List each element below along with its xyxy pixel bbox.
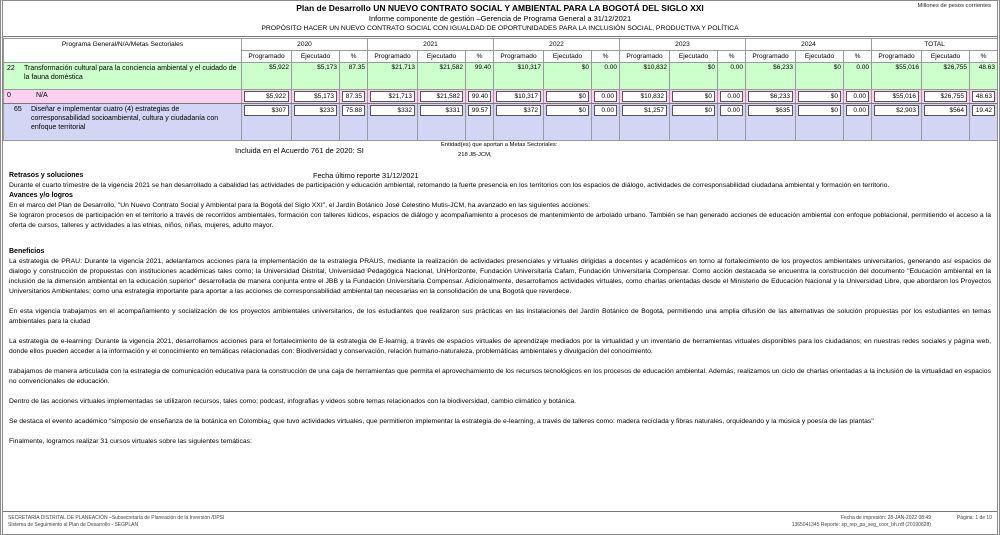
programa-label-cell — [4, 104, 242, 141]
fecha-ultimo-reporte: Fecha último reporte 31/12/2021 — [313, 171, 419, 180]
subheader-ejecutado: Ejecutado — [418, 51, 466, 63]
subheader-ejecutado: Ejecutado — [922, 51, 970, 63]
subheader-ejecutado: Ejecutado — [796, 51, 844, 63]
cell-value: $0 — [544, 63, 592, 90]
footer-report-id: 1365041345 Reporte: sp_rep_pa_seg_coor_bh.rdf (20190628) — [791, 522, 931, 528]
year-header-2021: 2021 — [368, 39, 494, 51]
cell-value: 0.00 — [718, 90, 746, 104]
programa-label-cell — [4, 90, 242, 104]
report-subtitle: Informe componente de gestión –Gerencia de Programa General a 31/12/2021 — [368, 14, 632, 23]
table-row-na — [4, 90, 998, 104]
cell-value: $635 — [746, 104, 796, 141]
cell-value: $5,922 — [242, 90, 292, 104]
cell-value: $10,832 — [620, 90, 670, 104]
report-body — [3, 171, 997, 459]
cell-value: $21,582 — [418, 90, 466, 104]
units-note: Millones de pesos corrientes — [917, 3, 991, 9]
cell-value: 0.00 — [844, 63, 872, 90]
beneficios-heading: Beneficios — [9, 248, 45, 255]
cell-value: 0.00 — [844, 104, 872, 141]
beneficios-paragraph-5: Dentro de las acciones virtuales implementadas se utilizaron recursos, tales como; podcast, infografias y videos sobre temas relacionados con la biodiversidad, cambio climático y botánica. — [9, 398, 577, 405]
cell-value: $0 — [544, 90, 592, 104]
table-row-meta-65 — [4, 104, 998, 141]
cell-value: $21,713 — [368, 63, 418, 90]
cell-value: $0 — [670, 90, 718, 104]
beneficios-paragraph-1: La estrategia de PRAU: Durante la vigencia 2021, adelantamos acciones para la implementación de la estrategia PRAUS, mediante la realización de actividades presenciales y virtuales dirigidas a docentes y académicos en torno al fortalecimiento de los proyectos ambientales universitarios, generando así espacios de dialogo y construcción de propuestas con instituciones académicas tales como; la Universidad Distrital, Universidad Pedagógica Nacional, UniHorizonte, Fundación Universitaria Cafam, Fundación Universitaria Compensar. Como acción destacada se encuentra la construcción del documento "Educación ambiental en la inclusión de la dimensión ambiental en la educación superior" desarrollada de manera conjunta entre el JBB y la Fundación Universitaria Compensar. Adicionalmente, desarrollamos actividades virtuales, como charlas orientadas desde el Ministerio de Educación Nacional y la Universidad Libre, que abordaron los Proyectos Universitarios Ambientales; como una estrategia importante para aportar a las acciones de corresponsabilidad ambiental tan necesarias en la consolidación de una Bogotá que reverdece. — [9, 258, 991, 295]
row-label: N/A — [36, 92, 48, 99]
footer-org-line: SECRETARÍA DISTRITAL DE PLANEACIÓN –Subsecretaría de Planeación de la Inversión /DPSI — [8, 515, 225, 521]
entidades-value: 218 JB-JCM, — [458, 152, 492, 158]
cell-value: $5,922 — [242, 63, 292, 90]
cell-value: $5,173 — [292, 63, 340, 90]
cell-value: $0 — [796, 104, 844, 141]
cell-value: 87.35 — [340, 90, 368, 104]
subheader-programado: Programado — [368, 51, 418, 63]
subheader-programado: Programado — [242, 51, 292, 63]
cell-value: 48.63 — [970, 63, 998, 90]
subheader-pct: % — [466, 51, 494, 63]
cell-value: 0.00 — [592, 90, 620, 104]
year-header-2023: 2023 — [620, 39, 746, 51]
cell-value: $372 — [494, 104, 544, 141]
programa-label-cell — [4, 63, 242, 90]
footer-system-line: Sistema de Seguimiento al Plan de Desarrollo - SEGPLAN — [8, 522, 139, 528]
footer-right — [792, 515, 992, 534]
cell-value: $332 — [368, 104, 418, 141]
beneficios-paragraph-2: En esta vigencia trabajamos en el acompañamiento y socialización de los proyectos ambientales universitarios, de los estudiantes que realizaron sus prácticas en las instalaciones del Jardín Botánico de Bogotá, permitiendo una amplia difusión de las alternativas de solución propuestas por los estudiantes en temas ambientales para la ciudad — [9, 308, 991, 325]
cell-value: $233 — [292, 104, 340, 141]
report-title: Plan de Desarrollo UN NUEVO CONTRATO SOCIAL Y AMBIENTAL PARA LA BOGOTÁ DEL SIGLO XXI — [296, 3, 704, 13]
footer-print-block — [792, 515, 931, 534]
year-header-2024: 2024 — [746, 39, 872, 51]
avances-paragraph-1: En el marco del Plan de Desarrollo, "Un Nuevo Contrato Social y Ambiental para la Bogotá del Siglo XXI", el Jardín Botánico José Celestino Mutis-JCM, ha avanzado en las siguientes acciones: — [9, 202, 590, 209]
report-proposito: PROPÓSITO HACER UN NUEVO CONTRATO SOCIAL CON IGUALDAD DE OPORTUNIDADES PARA LA INCLUSIÓN SOCIAL, PRODUCTIVA Y POLÍTICA — [261, 25, 739, 32]
row-label: Transformación cultural para la conciencia ambiental y el cuidado de la fauna doméstica — [24, 65, 237, 81]
cell-value: 99.40 — [466, 63, 494, 90]
cell-value: 0.00 — [592, 63, 620, 90]
cell-value: $55,016 — [872, 90, 922, 104]
subheader-programado: Programado — [620, 51, 670, 63]
cell-value: $10,317 — [494, 90, 544, 104]
report-header — [3, 1, 997, 37]
subheader-pct: % — [592, 51, 620, 63]
cell-value: 99.57 — [466, 104, 494, 141]
beneficios-paragraph-3: La estrategia de e-learning: Durante la vigencia 2021, desarrollamos acciones para el fortalecimiento de la estrategia de E-learnig, a través de espacios virtuales de aprendizaje mediados por la virtualidad y un inventario de herramientas virtuales disponibles para los ciudadanos; en nuestras redes sociales y página web, donde ellos pueden acceder a la información y el conocimiento en temáticas relacionadas con: Biodiversidad y conservación, relación humano-naturaleza, problemáticas ambientales y divulgación del conocimiento. — [9, 338, 991, 355]
column-header-programa: Programa General/N/A/Metas Sectoriales — [4, 39, 242, 63]
cell-value: 19.42 — [970, 104, 998, 141]
info-strip — [3, 141, 997, 171]
year-header-total: TOTAL — [872, 39, 998, 51]
beneficios-paragraph-4: trabajamos de manera articulada con la estrategia de comunicación educativa para la construcción de una caja de herramientas que permita el aprovechamiento de los recursos tecnológicos en los procesos de educación ambiental. Además, realizamos un ciclo de charlas orientadas a la inclusión de la virtualidad en espacios no convencionales de educación. — [9, 368, 991, 385]
cell-value: $331 — [418, 104, 466, 141]
cell-value: $2,903 — [872, 104, 922, 141]
cell-value: $564 — [922, 104, 970, 141]
cell-value: $0 — [670, 63, 718, 90]
cell-value: 99.40 — [466, 90, 494, 104]
row-label: Diseñar e implementar cuatro (4) estrategias de corresponsabilidad socioambiental, cultura y ciudadanía con enfoque territorial — [31, 106, 219, 131]
cell-value: 75.88 — [340, 104, 368, 141]
cell-value: 0.00 — [592, 104, 620, 141]
footer-left — [8, 515, 224, 534]
cell-value: 48.63 — [970, 90, 998, 104]
cell-value: $55,016 — [872, 63, 922, 90]
avances-heading: Avances y/o logros — [9, 192, 73, 199]
footer-page-number: Página: 1 de 10 — [956, 515, 992, 521]
program-table — [3, 38, 998, 141]
cell-value: $0 — [796, 90, 844, 104]
entidades-label: Entidad(es) que aportan a Metas Sectoriales: — [441, 142, 558, 148]
subheader-programado: Programado — [746, 51, 796, 63]
cell-value: $0 — [670, 104, 718, 141]
row-code: 0 — [7, 92, 11, 99]
subheader-ejecutado: Ejecutado — [544, 51, 592, 63]
row-code: 22 — [7, 65, 15, 72]
subheader-programado: Programado — [494, 51, 544, 63]
report-footer — [3, 511, 997, 534]
retrasos-heading: Retrasos y soluciones — [9, 172, 84, 179]
year-header-2020: 2020 — [242, 39, 368, 51]
table-row-programa-22 — [4, 63, 998, 90]
cell-value: $0 — [544, 104, 592, 141]
subheader-ejecutado: Ejecutado — [670, 51, 718, 63]
cell-value: $26,755 — [922, 90, 970, 104]
avances-paragraph-2: Se lograron procesos de participación en el territorio a través de recorridos ambientales, formación con talleres lúdicos, espacios de diálogo y acompañamiento a procesos de mantenimiento de arbolado urbano. También se han generado acciones de educación ambiental con enfoque poblacional, permitiendo el acceso a la oferta de cursos, talleres y actividades a las etnias, niños, niñas, mujeres, adulto mayor. — [9, 212, 991, 229]
cell-value: 0.00 — [718, 104, 746, 141]
subheader-pct: % — [718, 51, 746, 63]
cell-value: $6,233 — [746, 63, 796, 90]
row-code: 65 — [14, 106, 22, 113]
subheader-pct: % — [340, 51, 368, 63]
cell-value: $10,317 — [494, 63, 544, 90]
cell-value: $0 — [796, 63, 844, 90]
subheader-ejecutado: Ejecutado — [292, 51, 340, 63]
table-year-header-row — [4, 39, 998, 51]
acuerdo-text: Incluida en el Acuerdo 761 de 2020: SI — [235, 146, 364, 155]
cell-value: 0.00 — [718, 63, 746, 90]
cell-value: $1,257 — [620, 104, 670, 141]
beneficios-paragraph-7: Finalmente, logramos realizar 31 cursos virtuales sobre las siguientes temáticas: — [9, 438, 252, 445]
retrasos-paragraph: Durante el cuarto trimestre de la vigencia 2021 se han desarrollado a cabalidad las actividades de participación y educación ambiental, retomando la fuerte presencia en los territorios con los espacios de diálogo, actividades de corresponsabilidad ciudadana ambiental y formación en territorio. — [9, 182, 890, 189]
footer-print-date: Fecha de impresión: 28-JAN-2022 08:49 — [840, 515, 931, 521]
cell-value: 0.00 — [844, 90, 872, 104]
cell-value: 87.35 — [340, 63, 368, 90]
cell-value: $10,832 — [620, 63, 670, 90]
cell-value: $5,173 — [292, 90, 340, 104]
subheader-pct: % — [844, 51, 872, 63]
year-header-2022: 2022 — [494, 39, 620, 51]
beneficios-paragraph-6: Se destaca el evento académico "simposio de enseñanza de la botánica en Colombia¿ que tuvo actividades virtuales, que permitieron implementar la estrategia de e-learning, a través de talleres como: madera reciclada y fibras naturales, orquideando y la música y poesía de las plantas" — [9, 418, 874, 425]
subheader-programado: Programado — [872, 51, 922, 63]
cell-value: $307 — [242, 104, 292, 141]
subheader-pct: % — [970, 51, 998, 63]
cell-value: $21,582 — [418, 63, 466, 90]
cell-value: $21,713 — [368, 90, 418, 104]
cell-value: $6,233 — [746, 90, 796, 104]
cell-value: $26,755 — [922, 63, 970, 90]
